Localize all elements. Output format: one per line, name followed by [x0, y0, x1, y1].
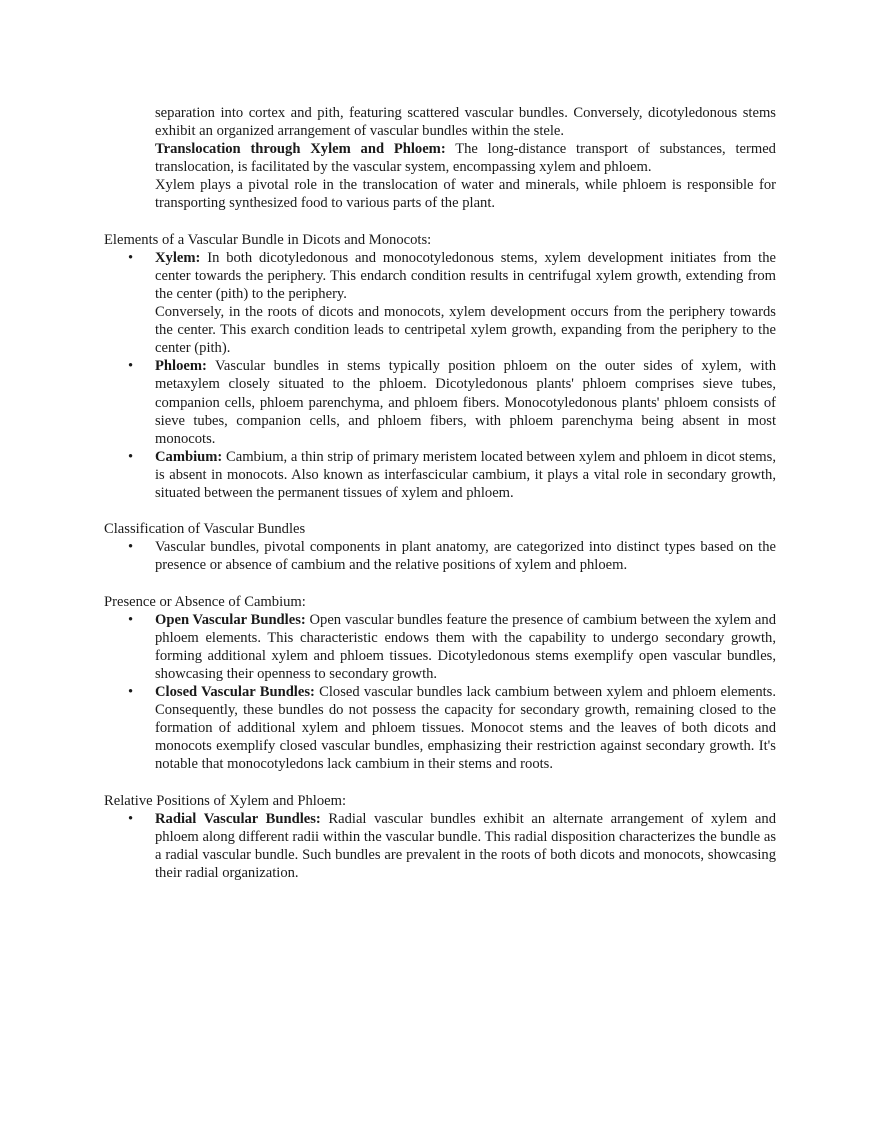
bullet-icon: • [128, 539, 134, 556]
text: Conversely, in the roots of dicots and monocots, xylem development occurs from the periphery towards the center. This exarch condition leads to centripetal xylem growth, expanding from the periphery to the center (pith). [155, 304, 776, 357]
paragraph [155, 140, 776, 176]
text: Radial vascular bundles exhibit an alternate arrangement of xylem and phloem along different radii within the vascular bundle. This radial disposition characterizes the bundle as a radial vascular bundle. Such bundles are prevalent in the roots of both dicots and monocots, showcasing their radial organization. [155, 810, 776, 881]
text: Open vascular bundles feature the presence of cambium between the xylem and phloem elements. This characteristic endows them with the capability to undergo secondary growth, forming additional xylem and phloem tissues. Dicotyledonous stems exemplify open vascular bundles, showcasing their openness to secondary growth. [155, 611, 776, 682]
bullet-icon: • [128, 249, 134, 266]
paragraph: separation into cortex and pith, featuring scattered vascular bundles. Conversely, dicotyledonous stems exhibit an organized arrangement of vascular bundles within the stele. [155, 105, 776, 140]
label: Translocation through Xylem and Phloem: [155, 141, 446, 158]
label: Radial Vascular Bundles: [155, 810, 321, 827]
list-item [128, 611, 776, 683]
text: Closed vascular bundles lack cambium between xylem and phloem elements. Consequently, these bundles do not possess the capacity for secondary growth, remaining closed to the formation of additional xylem and phloem tissues. Monocot stems and the leaves of both dicots and monocots exemplify closed vascular bundles, emphasizing their restriction against secondary growth. It's notable that monocotyledons lack cambium in their stems and roots. [155, 684, 776, 773]
text: Cambium, a thin strip of primary meristem located between xylem and phloem in dicot stems, is absent in monocots. Also known as interfascicular cambium, it plays a vital role in secondary growth, situated between the permanent tissues of xylem and phloem. [155, 448, 776, 501]
bullet-icon: • [128, 358, 134, 375]
bullet-icon: • [128, 448, 134, 465]
section-heading: Presence or Absence of Cambium: [104, 593, 306, 610]
label: Closed Vascular Bundles: [155, 684, 315, 700]
text: Vascular bundles, pivotal components in plant anatomy, are categorized into distinct types based on the presence or absence of cambium and the relative positions of xylem and phloem. [155, 539, 776, 574]
label: Open Vascular Bundles: [155, 611, 306, 628]
section-heading: Elements of a Vascular Bundle in Dicots and Monocots: [104, 231, 432, 248]
bullet-list [104, 810, 776, 882]
text: In both dicotyledonous and monocotyledonous stems, xylem development initiates from the center towards the periphery. This endarch condition results in centrifugal xylem growth, extending from the center (pith) to the periphery. [155, 249, 776, 302]
label: Phloem: [155, 358, 207, 375]
list-item [128, 683, 776, 773]
bullet-icon: • [128, 684, 134, 700]
bullet-list [104, 249, 776, 502]
document-page [104, 104, 776, 882]
text: The long-distance transport of substances, termed translocation, is facilitated by the vascular system, encompassing xylem and phloem. [155, 141, 776, 176]
list-item [128, 538, 776, 574]
bullet-list [104, 538, 776, 574]
paragraph: Xylem plays a pivotal role in the translocation of water and minerals, while phloem is responsible for transporting synthesized food to various parts of the plant. [155, 177, 776, 212]
bullet-icon: • [128, 810, 134, 827]
section-heading: Relative Positions of Xylem and Phloem: [104, 792, 346, 809]
section-heading: Classification of Vascular Bundles [104, 521, 306, 538]
list-item [128, 249, 776, 358]
bullet-icon: • [128, 611, 134, 628]
label: Xylem: [155, 249, 201, 266]
intro [155, 104, 776, 213]
text: Vascular bundles in stems typically position phloem on the outer sides of xylem, with metaxylem closely situated to the phloem. Dicotyledonous plants' phloem comprises sieve tubes, companion cells, phloem parenchyma, and phloem fibers. Monocotyledonous plants' phloem consists of sieve tubes, companion cells, and phloem fibers, with phloem parenchyma being absent in most monocots. [155, 358, 776, 447]
label: Cambium: [155, 448, 223, 465]
bullet-list [104, 611, 776, 774]
list-item [128, 810, 776, 882]
list-item [128, 448, 776, 502]
list-item [128, 357, 776, 447]
